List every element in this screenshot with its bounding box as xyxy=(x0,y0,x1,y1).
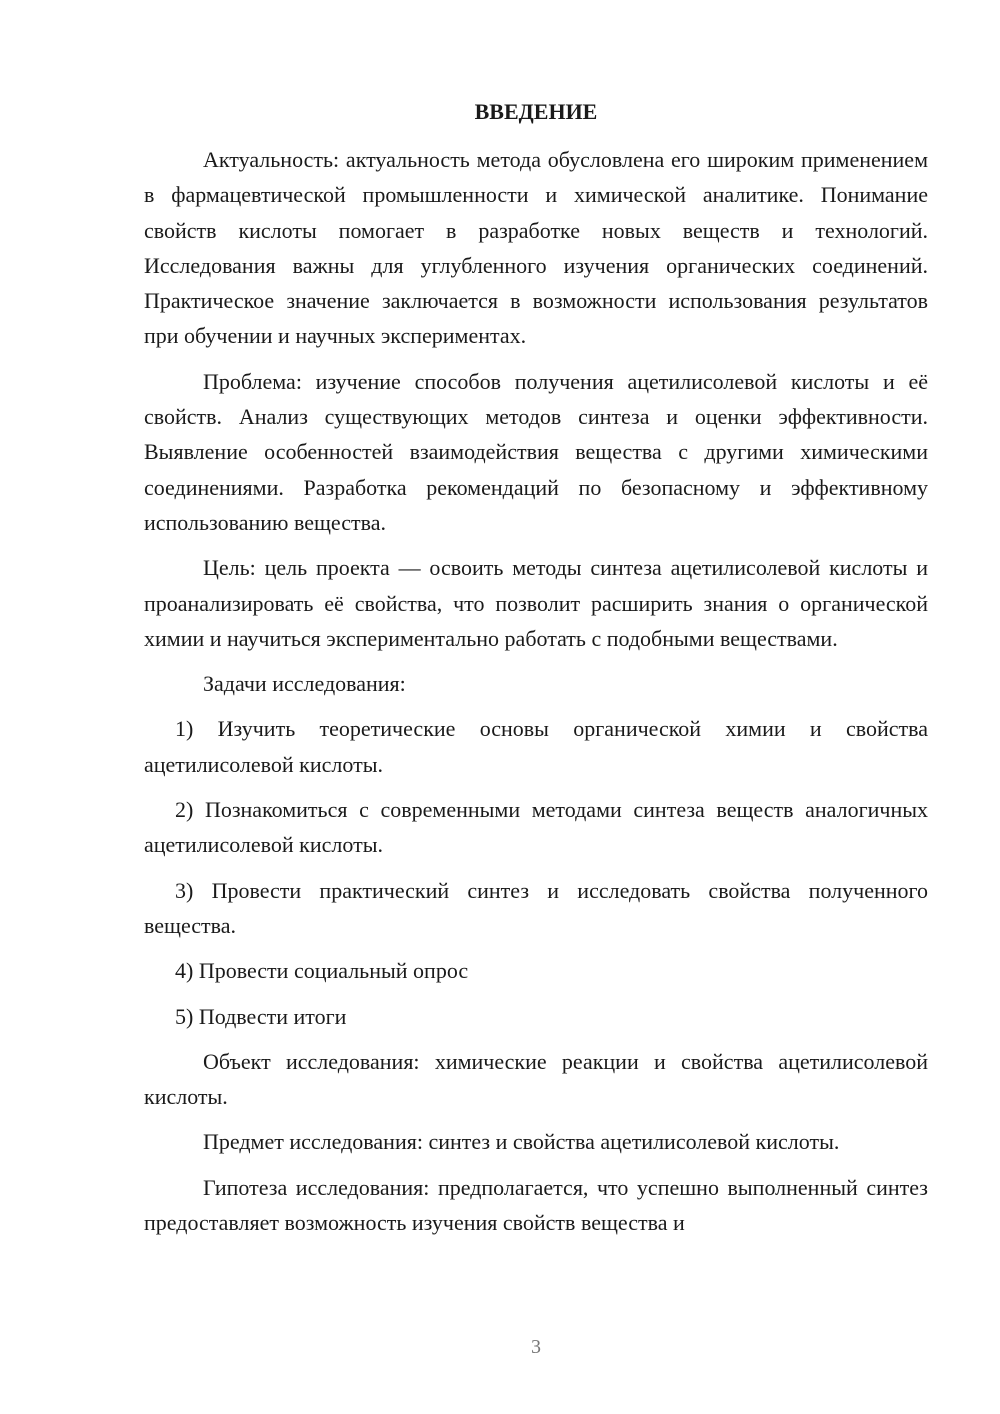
problem-paragraph: Проблема: изучение способов получения ацетилисолевой кислоты и её свойств. Анализ существующих методов синтеза и оценки эффективности. Выявление особенностей взаимодействия вещества с другими химическими соединениями. Разработка рекомендаций по безопасному и эффективному использованию вещества. xyxy=(144,368,928,535)
document-body xyxy=(144,142,928,1250)
page-number: 3 xyxy=(531,1336,541,1358)
relevance-paragraph: Актуальность: актуальность метода обусловлена его широким применением в фармацевтической промышленности и химической аналитике. Понимание свойств кислоты помогает в разработке новых веществ и технологий. Исследования важны для углубленного изучения органических соединений. Практическое значение заключается в возможности использования результатов при обучении и научных экспериментах. xyxy=(144,147,928,349)
task-item: 2) Познакомиться с современными методами синтеза веществ аналогичных ацетилисолевой кислоты. xyxy=(144,797,928,858)
section-heading: ВВЕДЕНИЕ xyxy=(474,99,598,124)
tasks-title: Задачи исследования: xyxy=(203,671,406,697)
subject-paragraph: Предмет исследования: синтез и свойства ацетилисолевой кислоты. xyxy=(203,1129,840,1155)
goal-paragraph: Цель: цель проекта — освоить методы синтеза ацетилисолевой кислоты и проанализировать её свойства, что позволит расширить знания о органической химии и научиться экспериментально работать с подобными веществами. xyxy=(144,555,928,651)
task-item: 3) Провести практический синтез и исследовать свойства полученного вещества. xyxy=(144,877,928,938)
task-item: 4) Провести социальный опрос xyxy=(175,958,469,984)
task-item: 5) Подвести итоги xyxy=(175,1003,347,1029)
task-item: 1) Изучить теоретические основы органической химии и свойства ацетилисолевой кислоты. xyxy=(144,716,928,777)
hypothesis-paragraph: Гипотеза исследования: предполагается, что успешно выполненный синтез предоставляет возможность изучения свойств вещества и xyxy=(144,1174,928,1236)
object-paragraph: Объект исследования: химические реакции и свойства ацетилисолевой кислоты. xyxy=(144,1048,928,1110)
